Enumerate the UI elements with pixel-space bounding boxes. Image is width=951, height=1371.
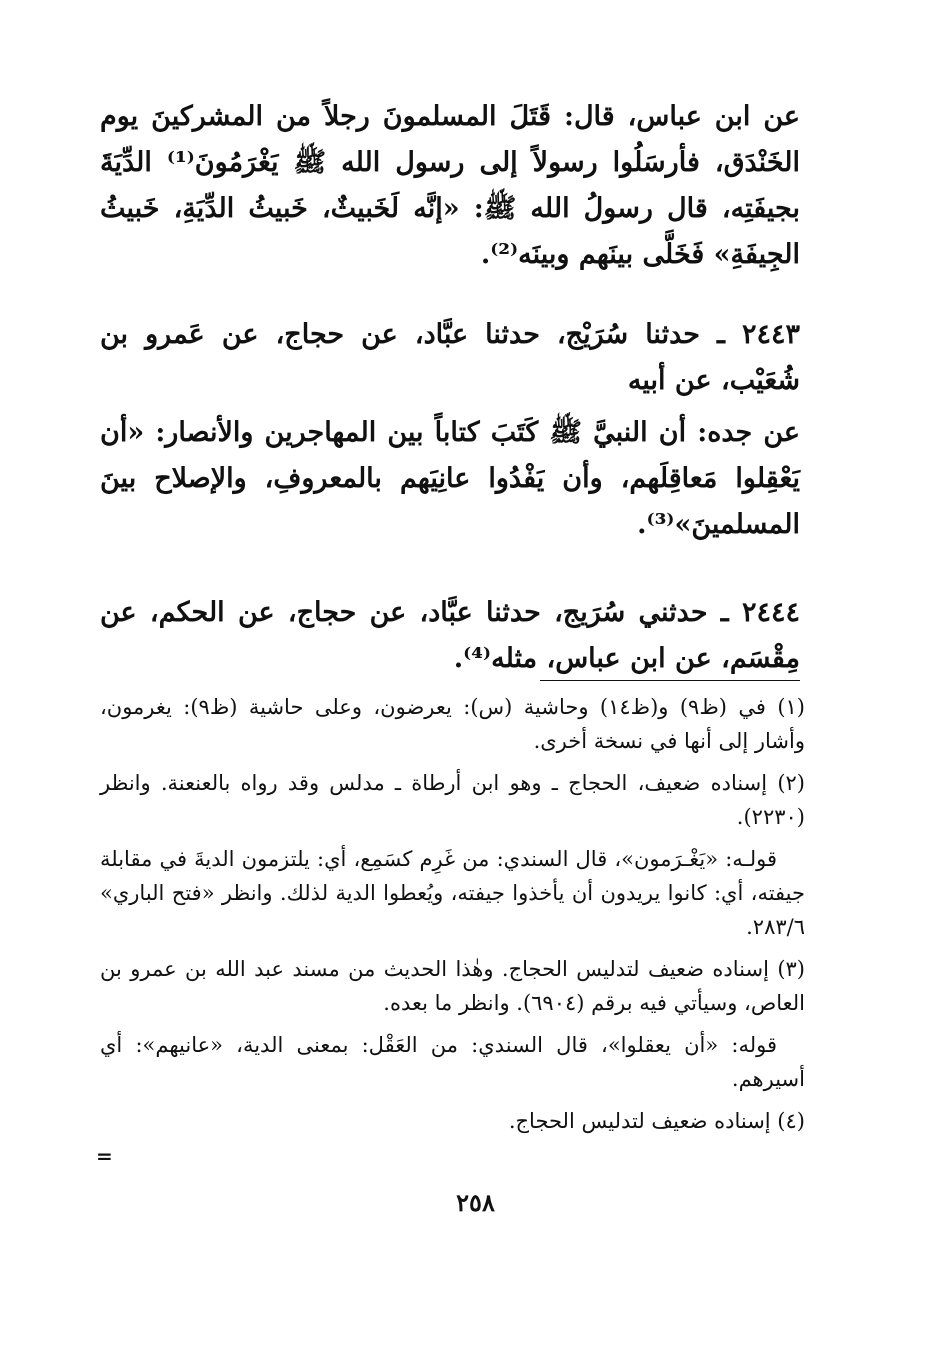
footnote-separator [540, 680, 800, 681]
footnote-2-comment: قولـه: «يَغْـرَمون»، قال السندي: من غَرِم كسَمِع، أي: يلتزمون الديةَ في مقابلة جيفته، أي: كانوا يريدون أن يأخذوا جيفته، ويُعطوا الدية لذلك. وانظر «فتح الباري» ٢٨٣/٦. [100, 847, 805, 939]
main-text-hadith-2443 [100, 312, 800, 404]
paragraph-4: ٢٤٤٤ ـ حدثني سُرَيج، حدثنا عبَّاد، عن حجاج، عن الحكم، عن مِقْسَم، عن ابن عباس، مثله⁽⁴⁾. [100, 597, 800, 674]
footnote-4: (٤) إسناده ضعيف لتدليس الحجاج. [508, 1109, 805, 1133]
continuation-mark: = [96, 1144, 113, 1168]
footnote-1: (١) في (ظ٩) و(ظ١٤) وحاشية (س): يعرضون، وعلى حاشية (ظ٩): يغرمون، وأشار إلى أنها في نسخة أخرى. [100, 695, 805, 753]
main-text [100, 94, 800, 278]
main-text-hadith-2444 [100, 590, 800, 682]
paragraph-1: عن ابن عباس، قال: قَتَلَ المسلمونَ رجلاً من المشركينَ يوم الخَنْدَق، فأرسَلُوا رسولاً إلى رسول الله ﷺ يَغْرَمُونَ⁽¹⁾ الدِّيَةَ بجيفَتِه، قال رسولُ الله ﷺ: «إنَّه لَخَبيثٌ، خَبيثُ الدِّيَةِ، خَبيثُ الجِيفَةِ» فَخَلَّى بينَهم وبينَه⁽²⁾. [100, 101, 800, 270]
footnote-3: (٣) إسناده ضعيف لتدليس الحجاج. وهٰذا الحديث من مسند عبد الله بن عمرو بن العاص، وسيأتي فيه برقم (٦٩٠٤). وانظر ما بعده. [100, 957, 805, 1015]
main-text-hadith-2443-matn [100, 410, 800, 548]
paragraph-2: ٢٤٤٣ ـ حدثنا سُرَيْج، حدثنا عبَّاد، عن حجاج، عن عَمرو بن شُعَيْب، عن أبيه [100, 319, 800, 396]
footnote-3-comment: قوله: «أن يعقلوا»، قال السندي: من العَقْل: بمعنى الدية، «عانيهم»: أي أسيرهم. [100, 1033, 805, 1091]
paragraph-3: عن جده: أن النبيَّ ﷺ كَتَبَ كتاباً بين المهاجرين والأنصار: «أن يَعْقِلوا مَعاقِلَهم، وأن يَفْدُوا عانِيَهم بالمعروفِ، والإصلاح بينَ المسلمينَ»⁽³⁾. [100, 417, 800, 540]
footnotes [100, 690, 805, 1146]
page-number: ٢٥٨ [456, 1188, 495, 1217]
footnote-2: (٢) إسناده ضعيف، الحجاج ـ وهو ابن أرطاة ـ مدلس وقد رواه بالعنعنة. وانظر (٢٢٣٠). [100, 771, 805, 829]
